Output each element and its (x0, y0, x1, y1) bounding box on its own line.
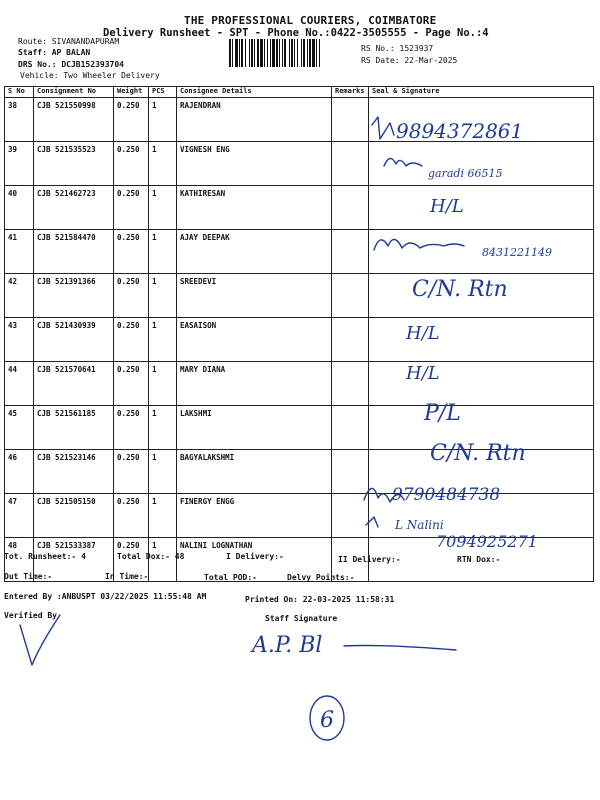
row-weight: 0.250 (114, 450, 149, 494)
row-pcs: 1 (149, 362, 177, 406)
handwritten-remark: H/L (406, 323, 440, 344)
col-signature: Seal & Signature (369, 87, 594, 98)
row-pcs: 1 (149, 274, 177, 318)
consignee-name: VIGNESH ENG (177, 142, 332, 186)
row-weight: 0.250 (114, 230, 149, 274)
ii-delivery: II Delivery:- (338, 555, 401, 564)
col-weight: Weight (114, 87, 149, 98)
consignment-number: CJB 521570641 (34, 362, 114, 406)
row-weight: 0.250 (114, 318, 149, 362)
row-sno: 41 (5, 230, 34, 274)
consignee-name: FINERGY ENGG (177, 494, 332, 538)
staff-signature-label: Staff Signature (265, 614, 338, 623)
row-pcs: 1 (149, 406, 177, 450)
rs-number: RS No.: 1523937 (361, 44, 434, 53)
handwritten-name: L Nalini (395, 518, 444, 532)
handwritten-phone: 8431221149 (482, 246, 552, 259)
row-weight: 0.250 (114, 142, 149, 186)
consignment-number: CJB 521430939 (34, 318, 114, 362)
out-time: Out Time:- (4, 572, 53, 581)
tot-runsheet: Tot. Runsheet:- 4 (4, 552, 86, 561)
row-sno: 38 (5, 98, 34, 142)
delvy-points: Delvy Points:- (287, 573, 355, 582)
consignment-number: CJB 521584470 (34, 230, 114, 274)
total-dox: Total Dox:- 48 (117, 552, 185, 561)
handwritten-remark: C/N. Rtn (430, 441, 526, 466)
signature-scribble (366, 517, 378, 527)
handwritten-remark: C/N. Rtn (412, 277, 508, 302)
consignment-number: CJB 521550998 (34, 98, 114, 142)
i-delivery: I Delivery:- (226, 552, 284, 561)
staff-signature: A.P. Bl (252, 633, 323, 658)
consignee-name: KATHIRESAN (177, 186, 332, 230)
consignee-name: BAGYALAKSHMI (177, 450, 332, 494)
consignee-name: MARY DIANA (177, 362, 332, 406)
row-sno: 43 (5, 318, 34, 362)
total-pod: Total POD:- (204, 573, 257, 582)
handwritten-phone: 7094925271 (436, 532, 538, 551)
col-remarks: Remarks (332, 87, 369, 98)
consignment-number: CJB 521561185 (34, 406, 114, 450)
row-pcs: 1 (149, 318, 177, 362)
row-weight: 0.250 (114, 362, 149, 406)
printed-on: Printed On: 22-03-2025 11:58:31 (245, 595, 395, 604)
col-consignment: Consignment No (34, 87, 114, 98)
row-weight: 0.250 (114, 494, 149, 538)
row-pcs: 1 (149, 494, 177, 538)
col-consignee: Consignee Details (177, 87, 332, 98)
entered-by: Entered By :ANBUSPT 03/22/2025 11:55:48 AM (4, 592, 207, 601)
row-pcs: 1 (149, 186, 177, 230)
row-sno: 42 (5, 274, 34, 318)
row-weight: 0.250 (114, 98, 149, 142)
consignee-name: SREEDEVI (177, 274, 332, 318)
in-time: In Time:- (105, 572, 149, 581)
verified-tick (20, 615, 60, 665)
consignment-number: CJB 521533387 (34, 538, 114, 582)
handwritten-note: garadi 66515 (428, 167, 503, 180)
row-pcs: 1 (149, 98, 177, 142)
handwritten-phone: 9790484738 (392, 485, 501, 505)
consignment-number: CJB 521462723 (34, 186, 114, 230)
row-sno: 39 (5, 142, 34, 186)
row-weight: 0.250 (114, 538, 149, 582)
rtn-dox: RTN Dox:- (457, 555, 501, 564)
row-weight: 0.250 (114, 274, 149, 318)
handwritten-phone: 9894372861 (396, 119, 524, 143)
row-sno: 44 (5, 362, 34, 406)
vehicle: Vehicle: Two Wheeler Delivery (20, 71, 160, 80)
staff-signature-stroke (344, 646, 456, 651)
consignee-name: NALINI LOGNATHAN (177, 538, 332, 582)
staff: Staff: AP BALAN (18, 48, 91, 57)
consignment-number: CJB 521535523 (34, 142, 114, 186)
handwritten-remark: H/L (406, 363, 440, 384)
row-pcs: 1 (149, 142, 177, 186)
drs-number: DRS No.: DCJB152393704 (18, 60, 124, 69)
row-sno: 46 (5, 450, 34, 494)
consignee-name: RAJENDRAN (177, 98, 332, 142)
col-pcs: PCS (149, 87, 177, 98)
row-pcs: 1 (149, 538, 177, 582)
row-weight: 0.250 (114, 186, 149, 230)
row-sno: 40 (5, 186, 34, 230)
col-sno: S No (5, 87, 34, 98)
row-sno: 45 (5, 406, 34, 450)
runsheet-title: Delivery Runsheet - SPT - Phone No.:0422-3505555 - Page No.:4 (103, 27, 489, 39)
row-pcs: 1 (149, 450, 177, 494)
route: Route: SIVANANDAPURAM (18, 37, 120, 46)
consignment-number: CJB 521391366 (34, 274, 114, 318)
row-sno: 47 (5, 494, 34, 538)
signature-scribble (374, 239, 464, 250)
page-mark: 6 (320, 708, 334, 733)
company-title: THE PROFESSIONAL COURIERS, COIMBATORE (184, 14, 437, 27)
handwritten-remark: P/L (424, 401, 461, 426)
rs-date: RS Date: 22-Mar-2025 (361, 56, 458, 65)
row-pcs: 1 (149, 230, 177, 274)
row-sno: 48 (5, 538, 34, 582)
row-weight: 0.250 (114, 406, 149, 450)
consignee-name: EASAISON (177, 318, 332, 362)
consignment-number: CJB 521505150 (34, 494, 114, 538)
consignee-name: LAKSHMI (177, 406, 332, 450)
verified-by: Verified By (4, 611, 57, 620)
handwritten-remark: H/L (430, 196, 464, 217)
consignment-number: CJB 521523146 (34, 450, 114, 494)
signature-scribble (384, 158, 422, 166)
signature-scribble (372, 117, 394, 139)
consignee-name: AJAY DEEPAK (177, 230, 332, 274)
